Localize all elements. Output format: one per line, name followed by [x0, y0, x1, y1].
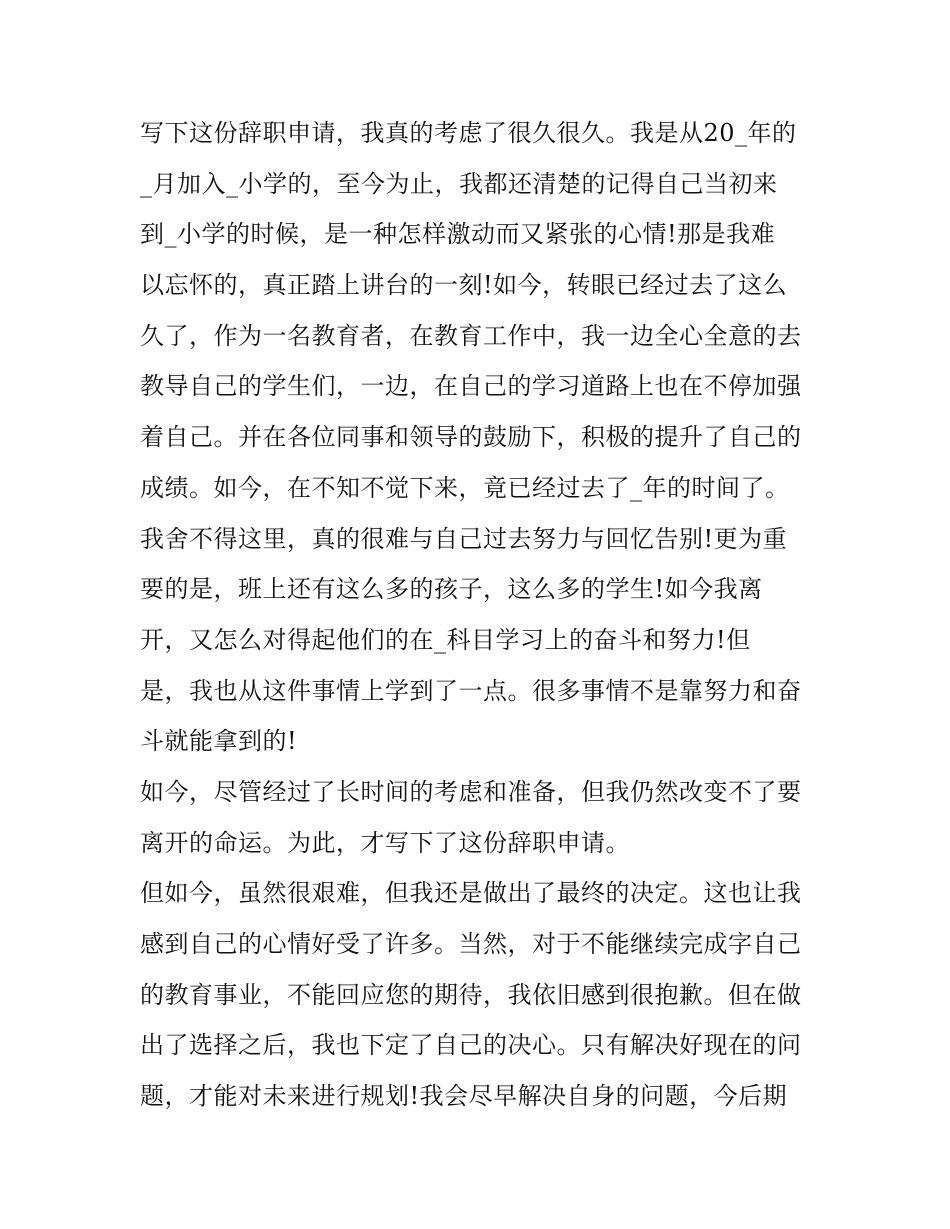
text-line: _月加入_小学的，至今为止，我都还清楚的记得自己当初来: [140, 169, 778, 198]
text-line: 到_小学的时候，是一种怎样激动而又紧张的心情!那是我难: [140, 220, 776, 249]
text-line: 开，又怎么对得起他们的在_科目学习上的奋斗和努力!但: [140, 625, 751, 654]
text-line: 着自己。并在各位同事和领导的鼓励下，积极的提升了自己的: [140, 423, 802, 452]
text-line: 如今，尽管经过了长时间的考虑和准备，但我仍然改变不了要: [140, 777, 802, 806]
text-line: 教导自己的学生们，一边，在自己的学习道路上也在不停加强: [140, 372, 802, 401]
resignation-letter-body: [140, 108, 820, 1122]
text-line: 是，我也从这件事情上学到了一点。很多事情不是靠努力和奋: [140, 676, 802, 705]
text-line: 以忘怀的，真正踏上讲台的一刻!如今，转眼已经过去了这么: [140, 271, 788, 300]
text-line: 写下这份辞职申请，我真的考虑了很久很久。我是从20_年的: [140, 119, 797, 147]
text-line: 斗就能拿到的!: [140, 727, 298, 756]
text-line: 离开的命运。为此，才写下了这份辞职申请。: [140, 828, 630, 857]
text-line: 成绩。如今，在不知不觉下来，竟已经过去了_年的时间了。: [140, 473, 790, 502]
text-line: 的教育事业，不能回应您的期待，我依旧感到很抱歉。但在做: [140, 980, 802, 1009]
text-line: 要的是，班上还有这么多的孩子，这么多的学生!如今我离: [140, 575, 763, 604]
text-line: 我舍不得这里，真的很难与自己过去努力与回忆告别!更为重: [140, 524, 788, 553]
text-line: 出了选择之后，我也下定了自己的决心。只有解决好现在的问: [140, 1031, 802, 1060]
text-line: 题，才能对未来进行规划!我会尽早解决自身的问题，今后期: [140, 1082, 788, 1111]
text-line: 久了，作为一名教育者，在教育工作中，我一边全心全意的去: [140, 321, 802, 350]
text-line: 感到自己的心情好受了许多。当然，对于不能继续完成字自己: [140, 930, 802, 958]
text-line: 但如今，虽然很艰难，但我还是做出了最终的决定。这也让我: [140, 879, 802, 908]
